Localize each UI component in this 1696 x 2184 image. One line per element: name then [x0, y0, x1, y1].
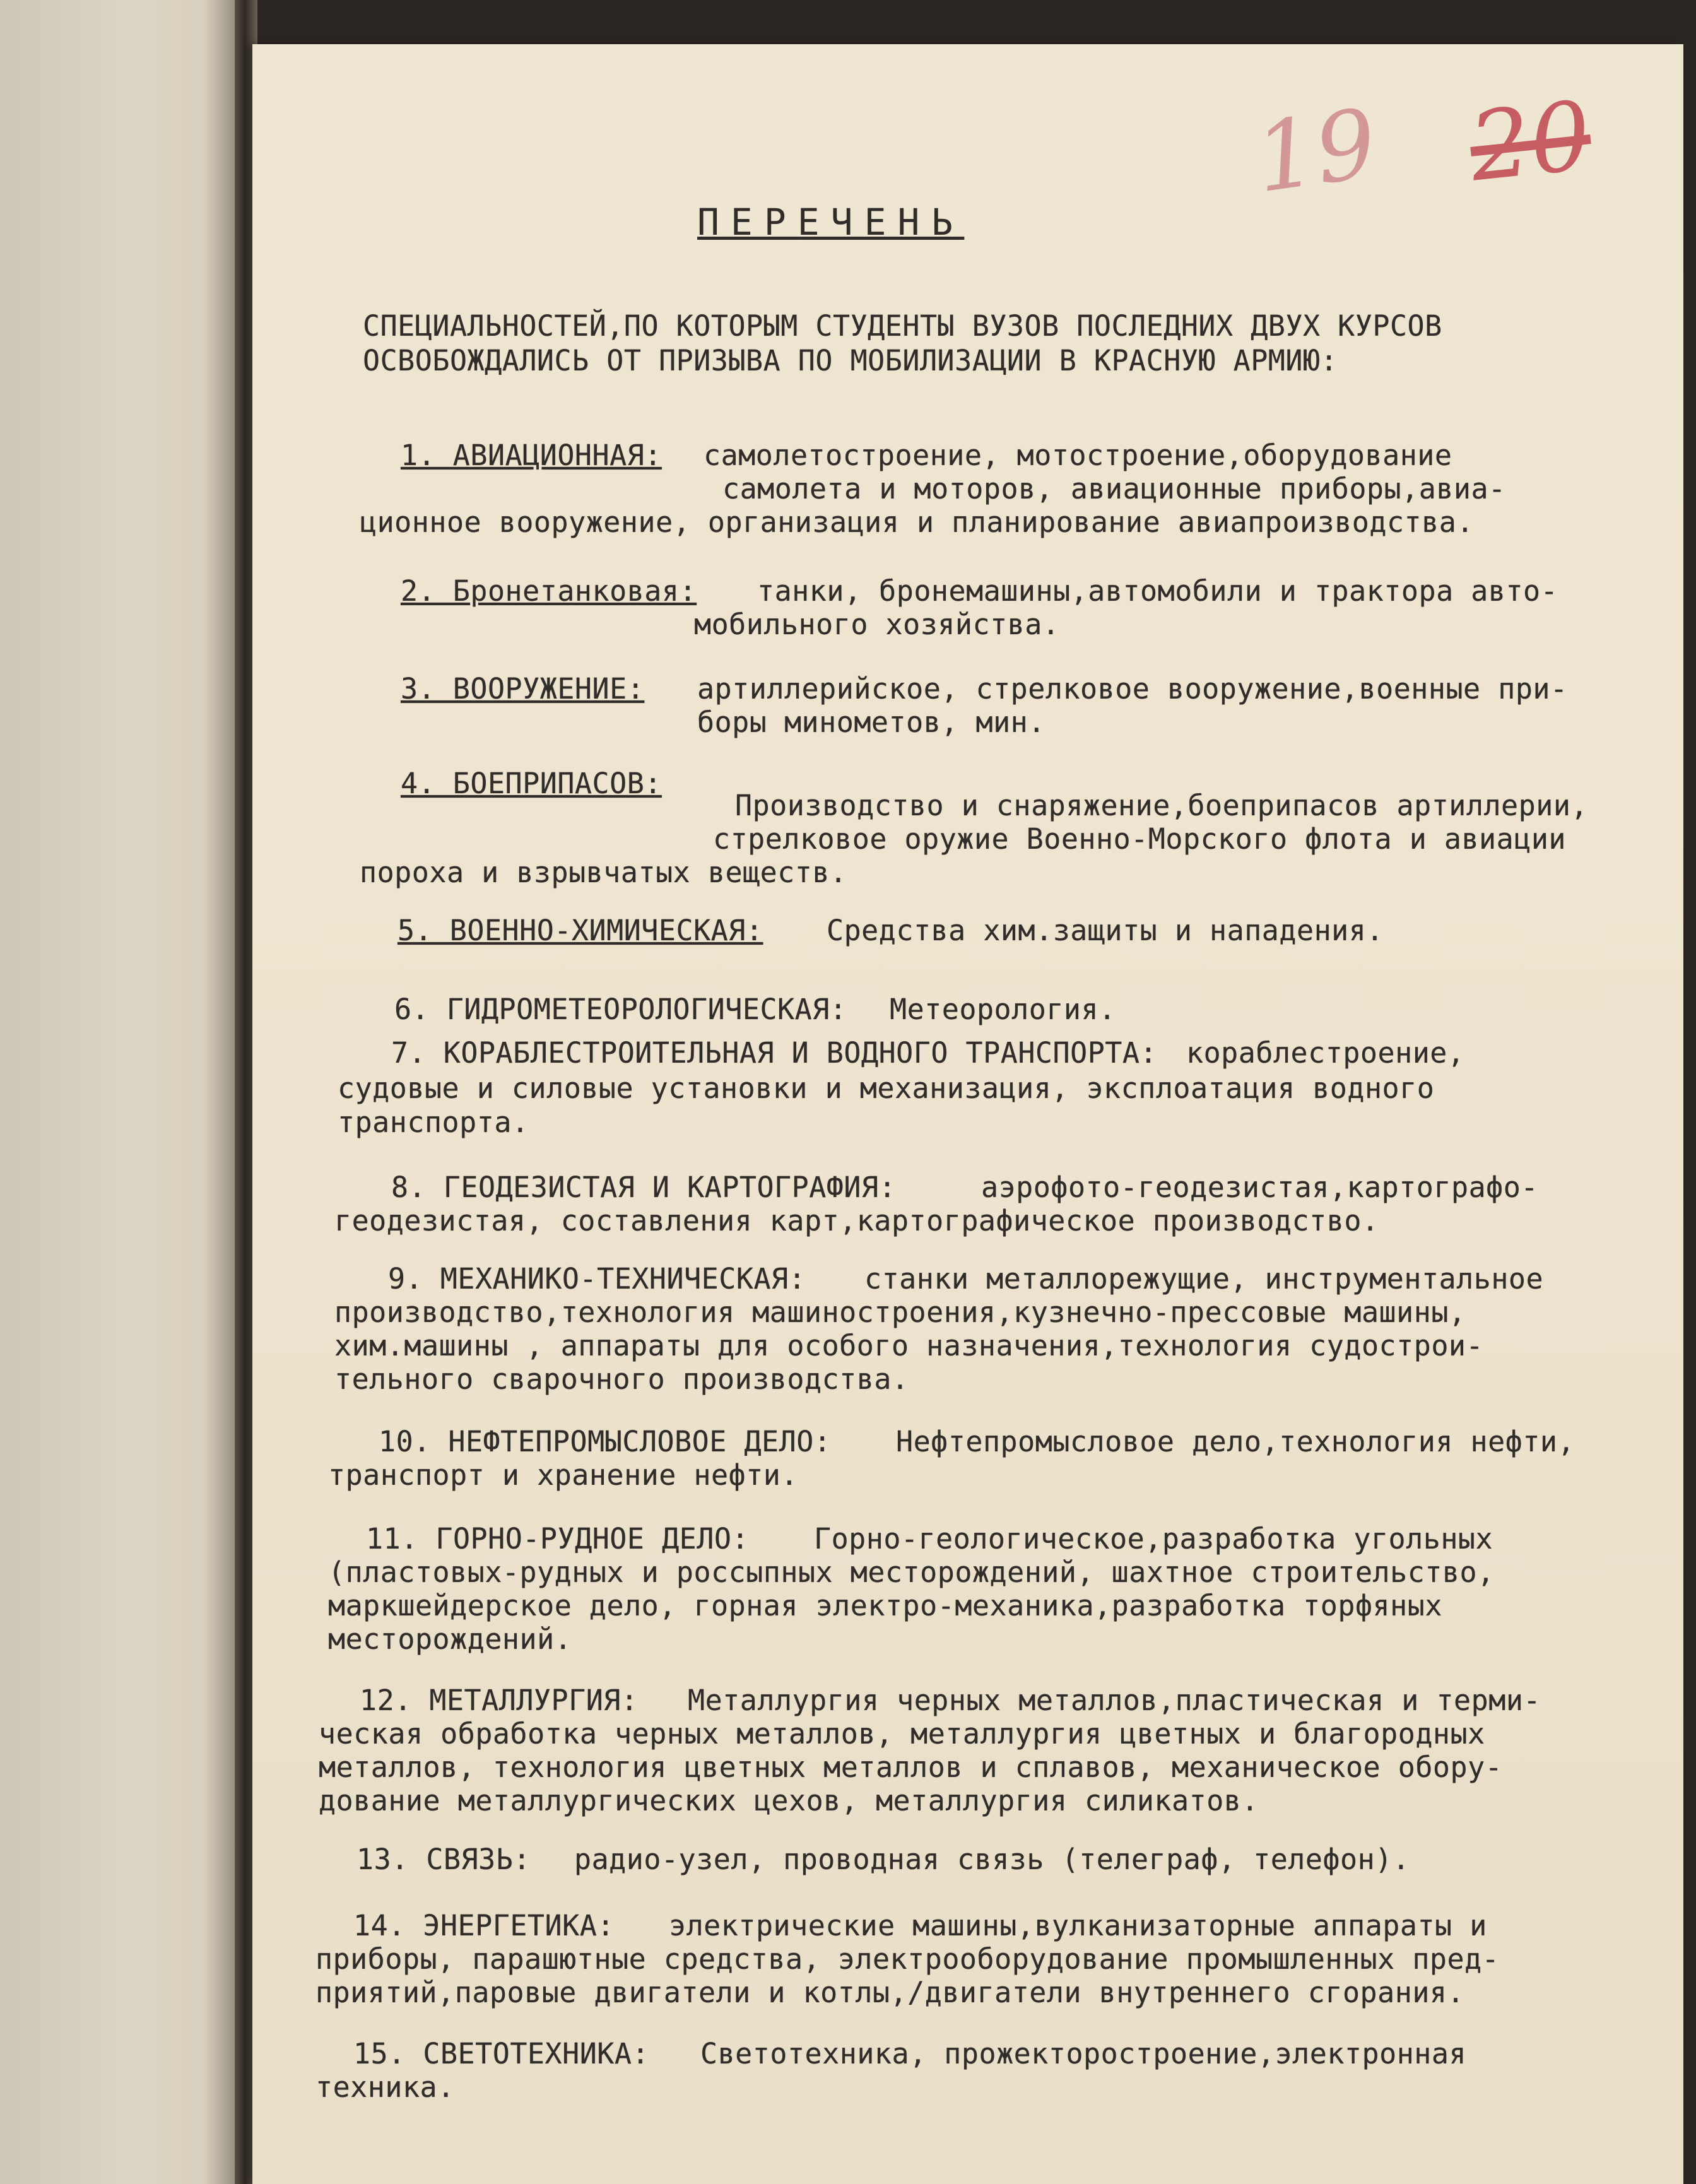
previous-page-edge — [0, 0, 240, 2184]
item-text-line: дование металлургических цехов, металлургия силикатов. — [319, 1784, 1259, 1817]
item-text-line: мобильного хозяйства. — [694, 608, 1060, 641]
item-label: 8. ГЕОДЕЗИСТАЯ И КАРТОГРАФИЯ: — [391, 1171, 897, 1204]
item-label: 3. ВООРУЖЕНИЕ: — [401, 672, 645, 705]
item-label: 10. НЕФТЕПРОМЫСЛОВОЕ ДЕЛО: — [379, 1425, 832, 1458]
item-text-line: хим.машины , аппараты для особого назначения,технология судострои- — [334, 1329, 1484, 1362]
item-text-line: самолета и моторов, авиационные приборы,авиа- — [722, 472, 1506, 505]
item-text-line: геодезистая, составления карт,картографическое производство. — [334, 1204, 1379, 1237]
item-text-line: Металлургия черных металлов,пластическая и терми- — [688, 1684, 1541, 1717]
item-text-line: Светотехника, прожекторостроение,электронная — [700, 2037, 1467, 2070]
item-label: 5. ВОЕННО-ХИМИЧЕСКАЯ: — [398, 914, 763, 947]
item-text-line: артиллерийское, стрелковое вооружение,военные при- — [697, 672, 1568, 705]
item-label: 12. МЕТАЛЛУРГИЯ: — [360, 1684, 639, 1717]
item-text-line: пороха и взрывчатых веществ. — [360, 856, 847, 889]
heading-line-1: СПЕЦИАЛЬНОСТЕЙ,ПО КОТОРЫМ СТУДЕНТЫ ВУЗОВ ПОСЛЕДНИХ ДВУХ КУРСОВ — [363, 309, 1442, 343]
item-text-line: кораблестроение, — [1186, 1036, 1465, 1070]
item-label: 9. МЕХАНИКО-ТЕХНИЧЕСКАЯ: — [388, 1262, 806, 1296]
item-label: 7. КОРАБЛЕСТРОИТЕЛЬНАЯ И ВОДНОГО ТРАНСПОРТА: — [391, 1036, 1158, 1070]
heading-line-2: ОСВОБОЖДАЛИСЬ ОТ ПРИЗЫВА ПО МОБИЛИЗАЦИИ В КРАСНУЮ АРМИЮ: — [363, 344, 1338, 377]
item-text-line: станки металлорежущие, инструментальное — [864, 1262, 1544, 1296]
item-label: 1. АВИАЦИОННАЯ: — [401, 439, 662, 472]
item-text-line: Метеорология. — [890, 993, 1116, 1026]
item-label: 6. ГИДРОМЕТЕОРОЛОГИЧЕСКАЯ: — [394, 993, 847, 1026]
item-text-line: судовые и силовые установки и механизация, эксплоатация водного — [338, 1071, 1435, 1105]
item-text-line: транспорт и хранение нефти. — [328, 1458, 798, 1492]
item-text-line: электрические машины,вулканизаторные аппараты и — [669, 1909, 1487, 1942]
item-text-line: Средства хим.защиты и нападения. — [827, 914, 1384, 947]
item-label: 4. БОЕПРИПАСОВ: — [401, 767, 662, 800]
item-text-line: производство,технология машиностроения,кузнечно-прессовые машины, — [334, 1296, 1466, 1329]
item-text-line: транспорта. — [338, 1106, 529, 1139]
item-text-line: радио-узел, проводная связь (телеграф, телефон). — [574, 1843, 1410, 1876]
item-text-line: маркшейдерское дело, горная электро-механика,разработка торфяных — [328, 1589, 1442, 1622]
item-label: 2. Бронетанковая: — [401, 574, 697, 608]
item-text-line: Производство и снаряжение,боеприпасов артиллерии, — [735, 789, 1589, 822]
item-text-line: металлов, технология цветных металлов и сплавов, механическое обору- — [319, 1750, 1503, 1784]
archive-page-number-mark: 19 — [1248, 88, 1384, 215]
item-text-line: техника. — [315, 2070, 455, 2104]
item-text-line: Горно-геологическое,разработка угольных — [814, 1522, 1493, 1555]
item-text-line: аэрофото-геодезистая,картографо- — [981, 1171, 1538, 1204]
item-text-line: ческая обработка черных металлов, металлургия цветных и благородных — [319, 1717, 1485, 1750]
item-text-line: стрелковое оружие Военно-Морского флота и авиации — [713, 822, 1567, 856]
item-text-line: ционное вооружение, организация и планирование авиапроизводства. — [360, 505, 1474, 539]
item-text-line: танки, бронемашины,автомобили и трактора авто- — [757, 574, 1558, 608]
item-text-line: Нефтепромысловое дело,технология нефти, — [896, 1425, 1575, 1458]
item-label: 13. СВЯЗЬ: — [356, 1843, 531, 1876]
item-text-line: (пластовых-рудных и россыпных месторождений, шахтное строительство, — [328, 1555, 1495, 1589]
item-label: 11. ГОРНО-РУДНОЕ ДЕЛО: — [366, 1522, 750, 1555]
item-text-line: приятий,паровые двигатели и котлы,/двигатели внутреннего сгорания. — [315, 1976, 1465, 2009]
archive-page-number-crossed-mark: 20 — [1464, 81, 1596, 203]
item-text-line: самолетостроение, мотостроение,оборудование — [704, 439, 1452, 472]
item-label: 15. СВЕТОТЕХНИКА: — [353, 2037, 650, 2070]
item-text-line: тельного сварочного производства. — [334, 1362, 909, 1396]
item-label: 14. ЭНЕРГЕТИКА: — [353, 1909, 615, 1942]
document-title: ПЕРЕЧЕНЬ — [697, 201, 965, 244]
item-text-line: месторождений. — [328, 1622, 572, 1656]
item-text-line: приборы, парашютные средства, электрооборудование промышленных пред- — [315, 1942, 1500, 1976]
item-text-line: боры минометов, мин. — [697, 705, 1045, 739]
